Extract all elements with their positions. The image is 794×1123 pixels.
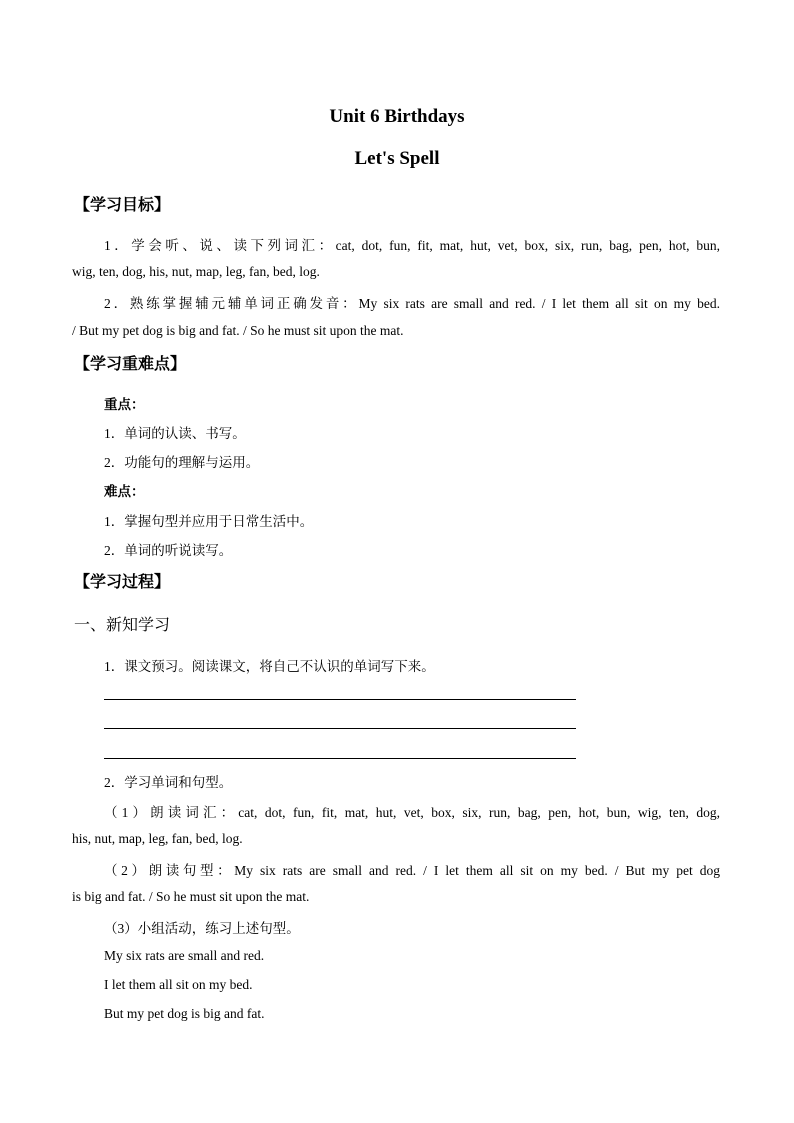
- step-1: 1．课文预习。阅读课文，将自己不认识的单词写下来。: [104, 659, 435, 674]
- group-activity: （3）小组活动，练习上述句型。: [104, 921, 300, 936]
- practice-sentence-1: My six rats are small and red.: [104, 948, 265, 963]
- keypoints-heading: 【学习重难点】: [74, 356, 187, 373]
- difficult-label: 难点：: [104, 484, 145, 499]
- page-subtitle: Let's Spell: [354, 148, 440, 169]
- focus-item-1: 1．单词的认读、书写。: [104, 426, 246, 441]
- process-heading: 【学习过程】: [74, 574, 171, 591]
- read-words-line-2: his, nut, map, leg, fan, bed, log.: [72, 831, 243, 846]
- objective-1-line-1: 1．学会听、说、读下列词汇：cat, dot, fun, fit, mat, hut, vet, box, six, run, bag, pen, hot, bun,: [104, 238, 720, 253]
- practice-sentence-3: But my pet dog is big and fat.: [104, 1006, 265, 1021]
- read-sentences-line-1: （2）朗读句型：My six rats are small and red. / I let them all sit on my bed. / But my pet dog: [104, 863, 720, 878]
- objectives-heading: 【学习目标】: [74, 197, 171, 214]
- objective-2-line-1: 2．熟练掌握辅元辅单词正确发音：My six rats are small and red. / I let them all sit on my bed.: [104, 296, 720, 311]
- objective-2-line-2: / But my pet dog is big and fat. / So he must sit upon the mat.: [72, 323, 404, 338]
- objective-1-line-2: wig, ten, dog, his, nut, map, leg, fan, bed, log.: [72, 264, 320, 279]
- step-2: 2．学习单词和句型。: [104, 775, 233, 790]
- answer-line-2[interactable]: [104, 728, 576, 729]
- part-1-heading: 一、新知学习: [74, 617, 171, 634]
- answer-line-3[interactable]: [104, 758, 576, 759]
- focus-label: 重点：: [104, 397, 145, 412]
- focus-item-2: 2．功能句的理解与运用。: [104, 455, 260, 470]
- read-words-line-1: （1）朗读词汇：cat, dot, fun, fit, mat, hut, vet, box, six, run, bag, pen, hot, bun, wig, ten, dog,: [104, 805, 720, 820]
- answer-line-1[interactable]: [104, 699, 576, 700]
- difficult-item-2: 2．单词的听说读写。: [104, 543, 233, 558]
- read-sentences-line-2: is big and fat. / So he must sit upon the mat.: [72, 889, 310, 904]
- difficult-item-1: 1．掌握句型并应用于日常生活中。: [104, 514, 314, 529]
- page-title: Unit 6 Birthdays: [329, 106, 465, 127]
- practice-sentence-2: I let them all sit on my bed.: [104, 977, 253, 992]
